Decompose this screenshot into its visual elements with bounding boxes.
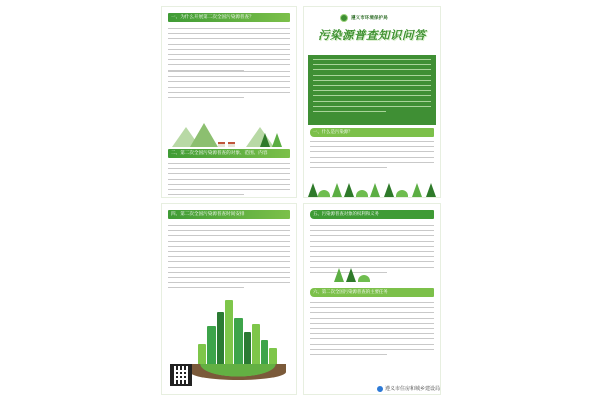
brochure-page-bottom-left [161, 203, 297, 395]
org-logo-icon [340, 14, 348, 22]
brochure-cover-panel [303, 6, 441, 198]
section-heading-3: 二、第二次全国污染源普查的对象、范围、内容 [168, 149, 290, 158]
section-3-body-text [168, 163, 290, 198]
brochure-page-bottom-right [303, 203, 441, 395]
intro-green-box [308, 55, 436, 125]
section-1-body-text [168, 28, 290, 75]
section-1-body-text-2 [168, 71, 290, 102]
brochure-page-top-left [161, 6, 297, 198]
section-heading-4: 四、第二次全国污染源普查时间安排 [168, 210, 290, 219]
section-6-body-text [310, 302, 434, 359]
floating-island [190, 364, 286, 380]
section-heading-2: 一、什么是污染源？ [310, 128, 434, 137]
section-4-body-text [168, 225, 290, 292]
watermark-text: 遵义市住房和城乡建设局 [384, 386, 440, 392]
qr-code[interactable] [170, 364, 192, 386]
section-heading-6: 六、第二次全国污染源普查的主要任务 [310, 288, 434, 297]
org-logo-row [340, 14, 388, 22]
wechat-icon [377, 386, 383, 392]
section-2-body-text [310, 141, 434, 172]
mountain-illustration [168, 123, 290, 147]
tree-border-illustration [304, 179, 440, 197]
brochure-title: 污染源普查知识问答 [318, 28, 426, 42]
section-heading-1: 一、为什么开展第二次全国污染源普查？ [168, 13, 290, 22]
source-watermark [377, 385, 440, 392]
green-city-illustration [190, 298, 286, 380]
org-name: 遵义市环境保护局 [351, 16, 388, 21]
small-tree-row [304, 264, 440, 282]
section-heading-5: 五、污染源普查对象的权利和义务 [310, 210, 434, 219]
